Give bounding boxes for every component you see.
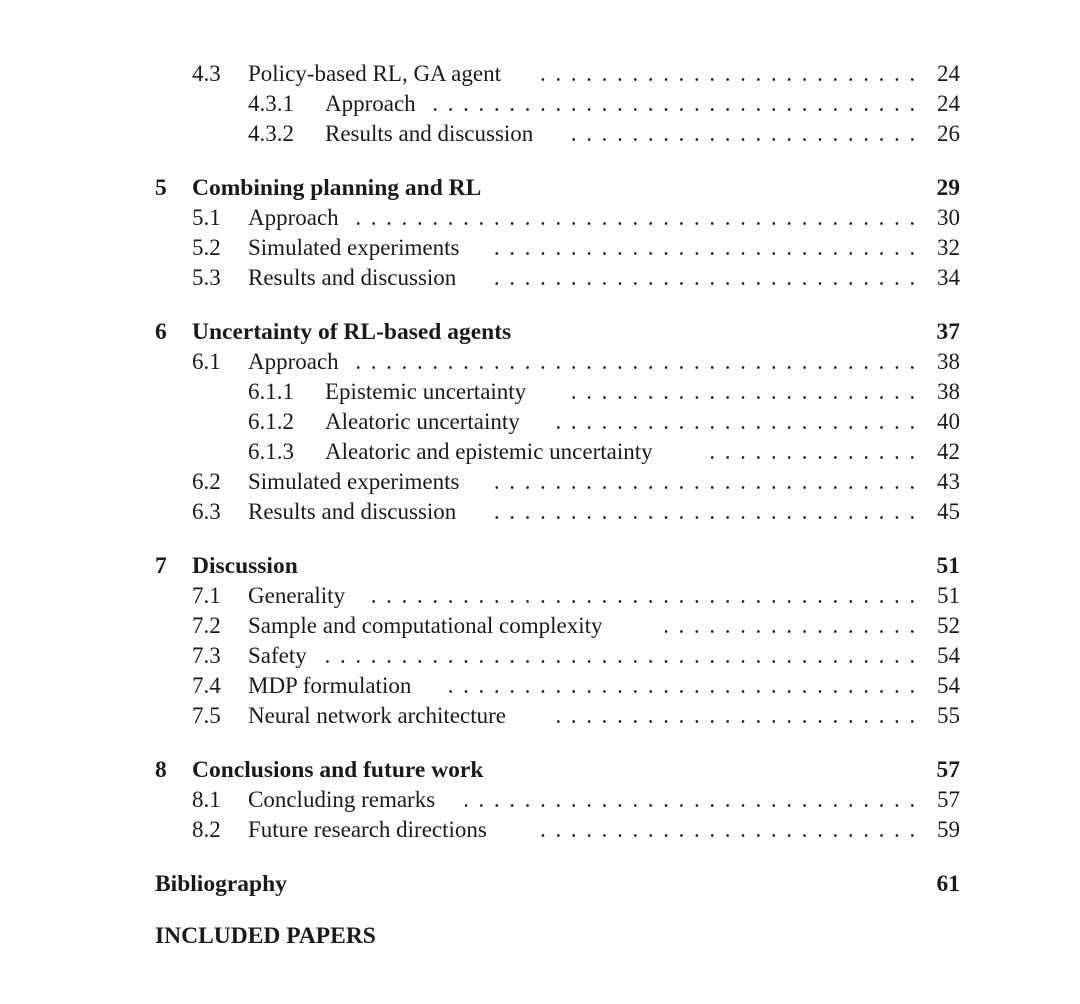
toc-entry-7-3[interactable] xyxy=(0,641,1080,671)
leader-dots xyxy=(665,630,920,633)
section-number: 6.1.1 xyxy=(248,379,294,404)
bibliography-title: Bibliography xyxy=(155,869,293,899)
section-title: Approach xyxy=(248,347,345,377)
toc-entry-8-1[interactable] xyxy=(0,785,1080,815)
section-number: 6.1.3 xyxy=(248,439,294,464)
page-number: 54 xyxy=(937,643,960,668)
toc-entry-6-3[interactable] xyxy=(0,497,1080,527)
section-title: Simulated experiments xyxy=(248,233,465,263)
section-title: Concluding remarks xyxy=(248,785,441,815)
page-number: 32 xyxy=(937,235,960,260)
page-number: 51 xyxy=(937,583,960,608)
toc-entry-6-1-3[interactable] xyxy=(0,437,1080,467)
section-number: 6.2 xyxy=(192,469,221,494)
toc-entry-6-1[interactable] xyxy=(0,347,1080,377)
leader-dots xyxy=(568,138,920,141)
toc-entry-6-2[interactable] xyxy=(0,467,1080,497)
toc-entry-6-1-1[interactable] xyxy=(0,377,1080,407)
leader-dots xyxy=(552,426,920,429)
chapter-title: Discussion xyxy=(192,551,304,581)
section-title: Future research directions xyxy=(248,815,493,845)
page-number: 57 xyxy=(936,757,960,783)
section-number: 8.1 xyxy=(192,787,221,812)
section-title: Generality xyxy=(248,581,351,611)
page-number: 38 xyxy=(937,349,960,374)
page-number: 30 xyxy=(937,205,960,230)
toc-entry-7-1[interactable] xyxy=(0,581,1080,611)
leader-dots xyxy=(708,456,920,459)
chapter-number: 6 xyxy=(155,319,167,345)
leader-dots xyxy=(495,282,920,285)
section-number: 5.3 xyxy=(192,265,221,290)
page-number: 24 xyxy=(937,91,960,116)
section-number: 4.3 xyxy=(192,61,221,86)
page-number: 54 xyxy=(937,673,960,698)
section-number: 5.2 xyxy=(192,235,221,260)
section-number: 4.3.2 xyxy=(248,121,294,146)
toc-entry-4-3-1[interactable] xyxy=(0,89,1080,119)
toc-chapter-7[interactable] xyxy=(0,551,1080,581)
leader-dots xyxy=(430,108,920,111)
toc-chapter-6[interactable] xyxy=(0,317,1080,347)
page-number: 45 xyxy=(937,499,960,524)
chapter-title: Conclusions and future work xyxy=(192,755,489,785)
page-number: 55 xyxy=(937,703,960,728)
toc-entry-5-1[interactable] xyxy=(0,203,1080,233)
toc-entry-5-2[interactable] xyxy=(0,233,1080,263)
section-number: 8.2 xyxy=(192,817,221,842)
section-number: 7.3 xyxy=(192,643,221,668)
toc-entry-5-3[interactable] xyxy=(0,263,1080,293)
toc-entry-6-1-2[interactable] xyxy=(0,407,1080,437)
section-title: Aleatoric and epistemic uncertainty xyxy=(325,437,659,467)
section-title: Simulated experiments xyxy=(248,467,465,497)
section-number: 5.1 xyxy=(192,205,221,230)
section-number: 6.1 xyxy=(192,349,221,374)
chapter-number: 7 xyxy=(155,553,167,579)
toc-entry-4-3-2[interactable] xyxy=(0,119,1080,149)
section-number: 7.5 xyxy=(192,703,221,728)
toc-entry-7-4[interactable] xyxy=(0,671,1080,701)
page-number: 59 xyxy=(937,817,960,842)
toc-entry-7-2[interactable] xyxy=(0,611,1080,641)
leader-dots xyxy=(568,396,920,399)
page-number: 38 xyxy=(937,379,960,404)
page-number: 26 xyxy=(937,121,960,146)
section-title: Approach xyxy=(325,89,422,119)
section-title: Sample and computational complexity xyxy=(248,611,609,641)
section-number: 7.2 xyxy=(192,613,221,638)
section-title: MDP formulation xyxy=(248,671,417,701)
page-number: 37 xyxy=(936,319,960,345)
page-number: 52 xyxy=(937,613,960,638)
section-number: 6.1.2 xyxy=(248,409,294,434)
section-title: Approach xyxy=(248,203,345,233)
page-number: 43 xyxy=(937,469,960,494)
toc-chapter-5[interactable] xyxy=(0,173,1080,203)
section-number: 6.3 xyxy=(192,499,221,524)
page-number: 29 xyxy=(936,175,960,201)
section-number: 7.4 xyxy=(192,673,221,698)
toc-entry-7-5[interactable] xyxy=(0,701,1080,731)
leader-dots xyxy=(530,834,920,837)
toc-entry-8-2[interactable] xyxy=(0,815,1080,845)
chapter-number: 5 xyxy=(155,175,167,201)
page-number: 34 xyxy=(937,265,960,290)
section-title: Epistemic uncertainty xyxy=(325,377,532,407)
leader-dots xyxy=(440,690,920,693)
toc-chapter-8[interactable] xyxy=(0,755,1080,785)
leader-dots xyxy=(370,600,920,603)
page-number: 24 xyxy=(937,61,960,86)
page-number: 40 xyxy=(937,409,960,434)
leader-dots xyxy=(465,804,920,807)
leader-dots xyxy=(318,660,920,663)
leader-dots xyxy=(355,222,920,225)
chapter-title: Uncertainty of RL-based agents xyxy=(192,317,517,347)
section-title: Neural network architecture xyxy=(248,701,512,731)
page-number: 61 xyxy=(936,871,960,897)
section-title: Results and discussion xyxy=(248,263,462,293)
leader-dots xyxy=(555,720,920,723)
section-title: Results and discussion xyxy=(325,119,539,149)
section-title: Policy-based RL, GA agent xyxy=(248,59,507,89)
page-number: 42 xyxy=(937,439,960,464)
included-papers-heading: INCLUDED PAPERS xyxy=(155,923,376,949)
leader-dots xyxy=(540,78,920,81)
toc-bibliography[interactable] xyxy=(0,869,1080,899)
leader-dots xyxy=(495,516,920,519)
section-number: 4.3.1 xyxy=(248,91,294,116)
leader-dots xyxy=(495,486,920,489)
section-number: 7.1 xyxy=(192,583,221,608)
page-number: 51 xyxy=(936,553,960,579)
section-title: Results and discussion xyxy=(248,497,462,527)
section-title: Safety xyxy=(248,641,313,671)
leader-dots xyxy=(355,366,920,369)
chapter-number: 8 xyxy=(155,757,167,783)
page-number: 57 xyxy=(937,787,960,812)
chapter-title: Combining planning and RL xyxy=(192,173,487,203)
toc-entry-4-3[interactable] xyxy=(0,59,1080,89)
section-title: Aleatoric uncertainty xyxy=(325,407,526,437)
leader-dots xyxy=(495,252,920,255)
